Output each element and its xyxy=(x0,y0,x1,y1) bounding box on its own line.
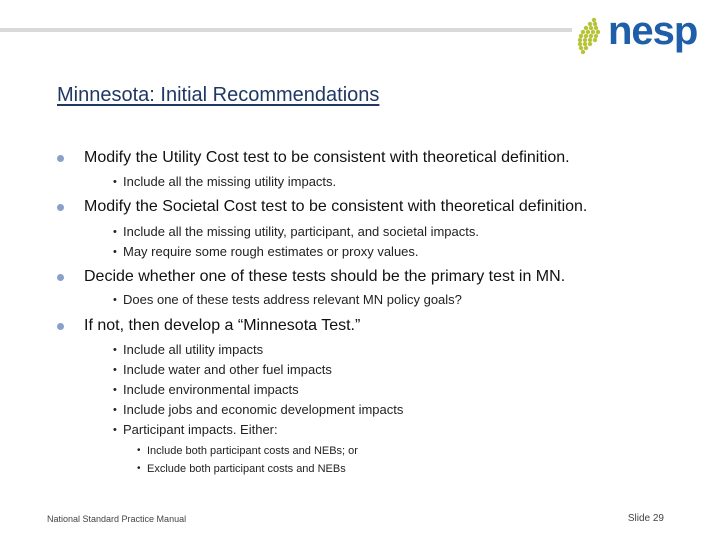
sub-bullet xyxy=(57,420,697,440)
bullet-1 xyxy=(57,146,697,170)
bullet-3 xyxy=(57,265,697,289)
logo-wordmark: nesp xyxy=(608,9,698,53)
bullet-4 xyxy=(57,314,697,338)
sub-sub-bullet xyxy=(57,442,697,460)
sub-bullet-text: May require some rough estimates or proxy values. xyxy=(123,244,419,259)
sub-bullet-text: Include all the missing utility, participant, and societal impacts. xyxy=(123,224,479,239)
sub-bullet xyxy=(57,172,697,192)
bullet-dot-icon: • xyxy=(113,364,117,376)
bullet-2 xyxy=(57,195,697,219)
slide-content xyxy=(57,146,697,478)
bullet-dot-icon xyxy=(57,323,64,330)
sub-bullet-text: Participant impacts. Either: xyxy=(123,422,278,437)
bullet-text: Modify the Utility Cost test to be consistent with theoretical definition. xyxy=(84,149,570,166)
bullet-dot-icon: • xyxy=(113,424,117,436)
bullet-dot-icon: • xyxy=(113,226,117,238)
sub-sub-bullet-text: Exclude both participant costs and NEBs xyxy=(147,463,346,475)
sub-bullet xyxy=(57,222,697,242)
bullet-dot-icon: • xyxy=(113,176,117,188)
bullet-dot-icon: • xyxy=(113,294,117,306)
slide-number: Slide 29 xyxy=(627,513,664,524)
header-rule xyxy=(0,28,572,32)
bullet-dot-icon xyxy=(57,274,64,281)
bullet-dot-icon: • xyxy=(137,463,141,474)
slide-title: Minnesota: Initial Recommendations xyxy=(57,84,380,106)
nesp-logo xyxy=(574,9,704,58)
sub-bullet xyxy=(57,400,697,420)
bullet-dot-icon: • xyxy=(113,246,117,258)
bullet-dot-icon: • xyxy=(113,344,117,356)
bullet-text: Modify the Societal Cost test to be consistent with theoretical definition. xyxy=(84,198,588,215)
sub-bullet xyxy=(57,360,697,380)
bullet-dot-icon xyxy=(57,204,64,211)
bullet-text: Decide whether one of these tests should be the primary test in MN. xyxy=(84,268,566,285)
bullet-dot-icon: • xyxy=(113,384,117,396)
sub-bullet-text: Include water and other fuel impacts xyxy=(123,362,332,377)
footer-source: National Standard Practice Manual xyxy=(47,514,187,524)
bullet-text: If not, then develop a “Minnesota Test.” xyxy=(84,317,361,334)
sub-bullet-text: Include environmental impacts xyxy=(123,382,299,397)
leaf-dots-icon xyxy=(574,16,608,56)
bullet-dot-icon xyxy=(57,155,64,162)
sub-sub-bullet-text: Include both participant costs and NEBs; or xyxy=(147,445,358,457)
sub-bullet xyxy=(57,340,697,360)
sub-bullet xyxy=(57,290,697,310)
sub-bullet-text: Include jobs and economic development impacts xyxy=(123,402,404,417)
sub-bullet-text: Include all utility impacts xyxy=(123,342,264,357)
sub-bullet-text: Does one of these tests address relevant MN policy goals? xyxy=(123,292,462,307)
sub-bullet xyxy=(57,380,697,400)
sub-sub-bullet xyxy=(57,460,697,478)
bullet-dot-icon: • xyxy=(137,445,141,456)
sub-bullet xyxy=(57,242,697,262)
bullet-dot-icon: • xyxy=(113,404,117,416)
sub-bullet-text: Include all the missing utility impacts. xyxy=(123,174,337,189)
